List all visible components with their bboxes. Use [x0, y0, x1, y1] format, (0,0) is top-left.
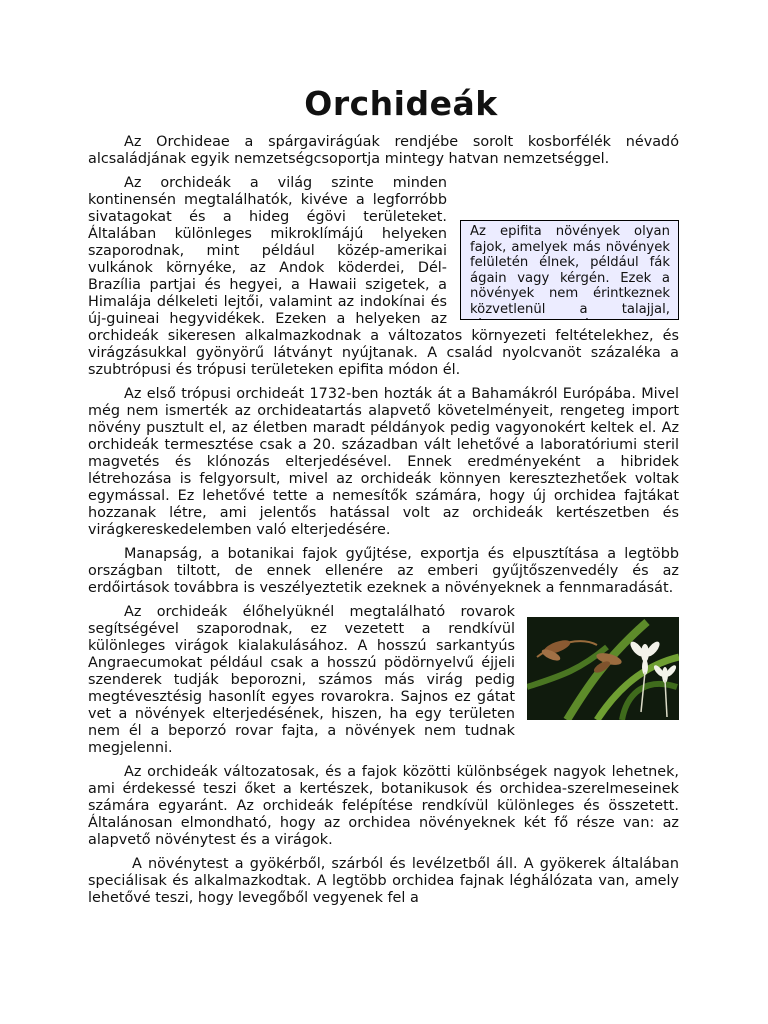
article-body: [88, 134, 679, 914]
page-title: Orchideák: [304, 84, 498, 123]
paragraph-plant-body: A növénytest a gyökérből, szárból és levélzetből áll. A gyökerek általában speciálisak és alkalmazkodtak. A legtöbb orchidea fajnak léghálózata van, amely lehetővé teszi, hogy levegőből vegyenek fel a: [88, 856, 679, 906]
moth-orchid-photo: [527, 617, 679, 720]
paragraph-diversity: Az orchideák változatosak, és a fajok közötti különbségek nagyok lehetnek, ami érdekessé teszi őket a kertészek, botanikusok és orchidea-szerelmeseinek számára egyaránt. Az orchideák felépítése rendkívül különleges és összetett. Általánosan elmondható, hogy az orchidea növényeknek két fő része van: az alapvető növénytest és a virágok.: [88, 764, 679, 848]
paragraph-protection: Manapság, a botanikai fajok gyűjtése, exportja és elpusztítása a legtöbb országban tiltott, de ennek ellenére az emberi gyűjtőszenvedély és az erdőirtások továbbra is veszélyeztetik ezeknek a növényeknek a fennmaradását.: [88, 546, 679, 596]
paragraph-pollination: Az orchideák élőhelyüknél megtalálható rovarok segítségével szaporodnak, ez vezetett a rendkívül különleges virágok kialakulásához. A hosszú sarkantyús Angraecumokat például csak a hosszú pödörnyelvű éjjeli szenderek tudják beporozni, számos más virág pedig megtévesztésig hasonlít egyes rovarokra. Sajnos ez gátat vet a növények elterjedésének, hiszen, ha egy területen nem él a beporzó rovar fajta, a növények nem tudnak megjelenni.: [88, 604, 515, 756]
paragraph-history: Az első trópusi orchideát 1732-ben hozták át a Bahamákról Európába. Mivel még nem ismerték az orchideatartás alapvető követelményeit, rengeteg import növény pusztult el, az életben maradt példányok pedig vagyonokért keltek el. Az orchideák termesztése csak a 20. században vált lehetővé a laboratóriumi steril magvetés és klónozás elterjedésével. Ennek eredményeként a hibridek létrehozása is felgyorsult, mivel az orchideák könnyen keresztezhetőek voltak egymással. Ez lehetővé tette a nemesítők számára, hogy új orchidea fajtákat hozzanak létre, ami jelentős hatással volt az orchideák kertészetben és virágkereskedelemben való elterjedésére.: [88, 386, 679, 538]
paragraph-intro: Az Orchideae a spárgavirágúak rendjébe sorolt kosborfélék névadó alcsaládjának egyik nemzetségcsoportja mintegy hatvan nemzetséggel.: [88, 134, 679, 167]
epiphyte-sidebar-box: Az epifita növények olyan fajok, amelyek más növények felületén élnek, például fák ágain vagy kérgén. Ezek a növények nem érintkeznek közvetlenül a talajjal,: [460, 220, 679, 320]
paragraph-habitat: Az orchideák a világ szinte minden kontinensén megtalálhatók, kivéve a legforróbb sivatagokat és a hideg égövi területeket. Általában különleges mikroklímájú helyeken szaporodnak, mint például közép-amerikai vulkánok környéke, az Andok köderdei, Dél-Brazília partjai és hegyei, a Hawaii szigetek, a Himalája délkeleti lejtői, valamint az indokínai és új-guineai hegyvidékek. Ezeken a helyeken az orchideák sikeresen alkalmazkodnak a változatos környezeti feltételekhez, és virágzásukkal gyönyörű látványt nyújtanak. A család nyolcvanöt százaléka a szubtrópusi és trópusi területeken epifita módon él.: [88, 175, 679, 378]
orchid-pollinator-image: [527, 617, 679, 720]
